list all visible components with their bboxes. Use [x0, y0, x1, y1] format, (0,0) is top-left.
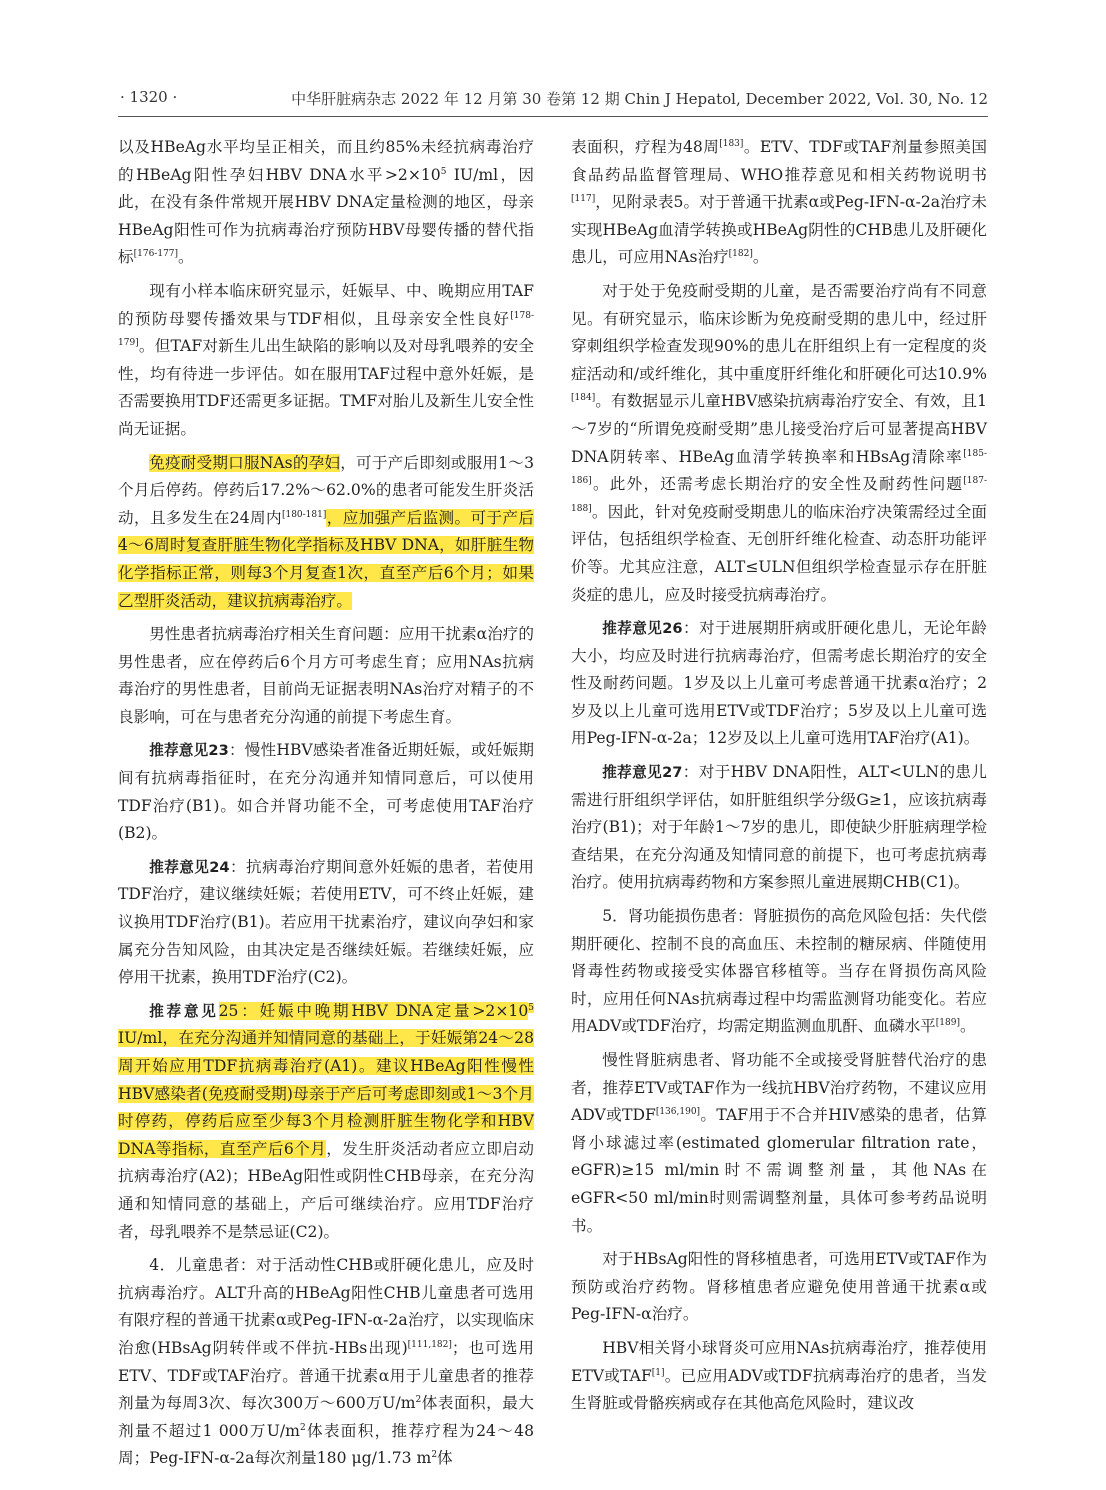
highlight: 免疫耐受期口服NAs的孕妇 — [149, 453, 341, 472]
recommendation-label: 推荐意见24 — [149, 858, 230, 876]
citation: [176-177] — [133, 249, 179, 260]
recommendation-24: 推荐意见24：抗病毒治疗期间意外妊娠的患者，若使用TDF治疗，建议继续妊娠；若使用ETV，可不终止妊娠，建议换用TDF治疗(B1)。若应用干扰素治疗，建议向孕妇和家属充分告知风险，由其决定是否继续妊娠。若继续妊娠，应停用干扰素，换用TDF治疗(C2)。 — [118, 857, 534, 987]
citation: [136,190] — [655, 1107, 701, 1117]
recommendation-25: 推荐意见25：妊娠中晚期HBV DNA定量$>2\times 10^5$ IU/ml，在充分沟通并知情同意的基础上，于妊娠第24～28周开始应用TDF抗病毒治疗(A1)。建议HBeAg阳性慢性HBV感染者(免疫耐受期)母亲于产后可考虑即刻或1～3个月时停药，停药后应至少每3个月检测肝脏生物化学和HBV DNA等指标，直至产后6个月，发生肝炎活动者应立即启动抗病毒治疗(A2)；HBeAg阳性或阴性CHB母亲，在充分沟通和知情同意的基础上，产后可继续治疗。应用TDF治疗者，母乳喂养不是禁忌证(C2)。 — [118, 1001, 534, 1241]
paragraph: HBV相关肾小球肾炎可应用NAs抗病毒治疗，推荐使用ETV或TAF[1]。已应用ADV或TDF抗病毒治疗的患者，当发生肾脏或骨骼疾病或存在其他高危风险时，建议改 — [571, 1338, 987, 1413]
recommendation-26: 推荐意见26：对于进展期肝病或肝硬化患儿，无论年龄大小，均应及时进行抗病毒治疗，但需考虑长期治疗的安全性及耐药问题。1岁及以上儿童可考虑普通干扰素α治疗；2岁及以上儿童可选用ETV或TDF治疗；5岁及以上儿童可选用Peg-IFN-α-2a；12岁及以上儿童可选用TAF治疗(A1)。 — [571, 619, 987, 748]
recommendation-label: 推荐意见23 — [149, 742, 229, 760]
running-header — [120, 88, 988, 114]
left-column — [118, 134, 534, 1473]
citation: [111,182] — [407, 1339, 452, 1350]
highlight: ，应加强产后监测。可于产后4～6周时复查肝脏生物化学指标及HBV DNA，如肝脏生物化学指标正常，则每3个月复查1次，直至产后6个月；如果乙型肝炎活动，建议抗病毒治疗。 — [118, 508, 534, 610]
journal-citation: 中华肝脏病杂志 2022 年 12 月第 30 卷第 12 期 Chin J Hepatol, December 2022, Vol. 30, No. 12 — [291, 90, 988, 108]
citation: [185-186] — [571, 448, 987, 486]
recommendation-label: 推荐意见27 — [602, 764, 683, 782]
citation: [183] — [719, 138, 744, 149]
paragraph: 4．儿童患者：对于活动性CHB或肝硬化患儿，应及时抗病毒治疗。ALT升高的HBeAg阳性CHB儿童患者可选用有限疗程的普通干扰素α或Peg-IFN-α-2a治疗，以实现临床治愈(HBsAg阴转伴或不伴抗-HBs出现)[111,182]；也可选用ETV、TDF或TAF治疗。普通干扰素α用于儿童患者的推荐剂量为每周3次、每次300万～600万$U/m^2$体表面积，最大剂量不超过1 000万$U/m^2$体表面积，推荐疗程为24～48周；Peg-IFN-α-2a每次剂量180 μg/1.73 $m^2$体 — [118, 1256, 535, 1468]
paragraph: 现有小样本临床研究显示，妊娠早、中、晚期应用TAF的预防母婴传播效果与TDF相似，且母亲安全性良好[178-179]。但TAF对新生儿出生缺陷的影响以及对母乳喂养的安全性，均有待进一步评估。如在服用TAF过程中意外妊娠，是否需要换用TDF还需更多证据。TMF对胎儿及新生儿安全性尚无证据。 — [118, 281, 534, 438]
recommendation-label: 推荐意见26 — [602, 620, 683, 638]
paragraph: 对于HBsAg阳性的肾移植患者，可选用ETV或TAF作为预防或治疗药物。肾移植患者应避免使用普通干扰素α或Peg-IFN-α治疗。 — [571, 1250, 987, 1324]
page-number: · 1320 · — [120, 88, 178, 106]
header-rule — [118, 116, 988, 117]
paragraph: 5．肾功能损伤患者：肾脏损伤的高危风险包括：失代偿期肝硬化、控制不良的高血压、未控制的糖尿病、伴随使用肾毒性药物或接受实体器官移植等。当存在肾损伤高风险时，应用任何NAs抗病毒过程中均需监测肾功能变化。若应用ADV或TDF治疗，均需定期监测血肌酐、血磷水平[189]。 — [571, 907, 987, 1036]
citation: [178-179] — [118, 310, 534, 348]
recommendation-27: 推荐意见27：对于HBV DNA阳性，ALT<ULN的患儿需进行肝组织学评估，如肝脏组织学分级G≥1，应该抗病毒治疗(B1)；对于年龄1～7岁的患儿，即使缺少肝脏病理学检查结果，在充分沟通及知情同意的前提下，也可考虑抗病毒治疗。使用抗病毒药物和方案参照儿童进展期CHB(C1)。 — [571, 763, 988, 892]
highlight: 25：妊娠中晚期HBV DNA定量>2×10 — [218, 1001, 529, 1020]
recommendation-label: 推荐意见 — [149, 1002, 219, 1020]
paragraph: 男性患者抗病毒治疗相关生育问题：应用干扰素α治疗的男性患者，应在停药后6个月方可考虑生育；应用NAs抗病毒治疗的男性患者，目前尚无证据表明NAs治疗对精子的不良影响，可在与患者充分沟通的前提下考虑生育。 — [118, 625, 534, 726]
highlight: IU/ml，在充分沟通并知情同意的基础上，于妊娠第24～28周开始应用TDF抗病毒治疗(A1)。建议HBeAg阳性慢性HBV感染者(免疫耐受期)母亲于产后可考虑即刻或1～3个月时停药，停药后应至少每3个月检测肝脏生物化学和HBV DNA等指标，直至产后6个月 — [118, 1029, 534, 1158]
paragraph: 表面积，疗程为48周[183]。ETV、TDF或TAF剂量参照美国食品药品监督管理局、WHO推荐意见和相关药物说明书[117]，见附录表5。对于普通干扰素α或Peg-IFN-α-2a治疗未实现HBeAg血清学转换或HBeAg阴性的CHB患儿及肝硬化患儿，可应用NAs治疗[182]。 — [571, 138, 987, 267]
citation: [184] — [571, 393, 596, 404]
paragraph: 对于处于免疫耐受期的儿童，是否需要治疗尚有不同意见。有研究显示，临床诊断为免疫耐受期的患儿中，经过肝穿刺组织学检查发现90%的患儿在肝组织上有一定程度的炎症活动和/或纤维化，其中重度肝纤维化和肝硬化可达10.9%[184]。有数据显示儿童HBV感染抗病毒治疗安全、有效，且1～7岁的“所谓免疫耐受期”患儿接受治疗后可显著提高HBV DNA阴转率、HBeAg血清学转换率和HBsAg清除率[185-186]。此外，还需考虑长期治疗的安全性及耐药性问题[187-188]。因此，针对免疫耐受期患儿的临床治疗决策需经过全面评估，包括组织学检查、无创肝纤维化检查、动态肝功能评价等。尤其应注意，ALT≤ULN但组织学检查显示存在肝脏炎症的患儿，应及时接受抗病毒治疗。 — [571, 281, 987, 604]
citation: [1] — [651, 1367, 665, 1378]
paragraph-highlighted: 免疫耐受期口服NAs的孕妇，可于产后即刻或服用1～3个月后停药。停药后17.2%～62.0%的患者可能发生肝炎活动，且多发生在24周内[180-181]，应加强产后监测。可于产后4～6周时复查肝脏生物化学指标及HBV DNA，如肝脏生物化学指标正常，则每3个月复查1次，直至产后6个月；如果乙型肝炎活动，建议抗病毒治疗。 — [118, 453, 534, 610]
citation: [180-181] — [281, 509, 327, 520]
recommendation-23: 推荐意见23：慢性HBV感染者准备近期妊娠，或妊娠期间有抗病毒指征时，在充分沟通并知情同意后，可以使用TDF治疗(B1)。如合并肾功能不全，可考虑使用TAF治疗(B2)。 — [118, 741, 534, 843]
citation: [189] — [935, 1018, 960, 1029]
citation: [117] — [571, 194, 596, 204]
citation: [187-188] — [571, 475, 987, 514]
paragraph: 以及HBeAg水平均呈正相关，而且约85%未经抗病毒治疗的HBeAg阳性孕妇HBV DNA水平$>2\times 10^5$ IU/ml，因此，在没有条件常规开展HBV DNA定量检测的地区，母亲HBeAg阳性可作为抗病毒治疗预防HBV母婴传播的替代指标[176-177]。 — [118, 138, 534, 267]
right-column — [571, 134, 987, 1418]
citation: [182] — [728, 249, 753, 260]
paragraph: 慢性肾脏病患者、肾功能不全或接受肾脏替代治疗的患者，推荐ETV或TAF作为一线抗HBV治疗药物，不建议应用ADV或TDF[136,190]。TAF用于不合并HIV感染的患者，估算肾小球滤过率(estimated glomerular filtration rate，eGFR)≥15 ml/min时不需调整剂量，其他NAs在eGFR<50 ml/min时则需调整剂量，具体可参考药品说明书。 — [571, 1051, 987, 1235]
